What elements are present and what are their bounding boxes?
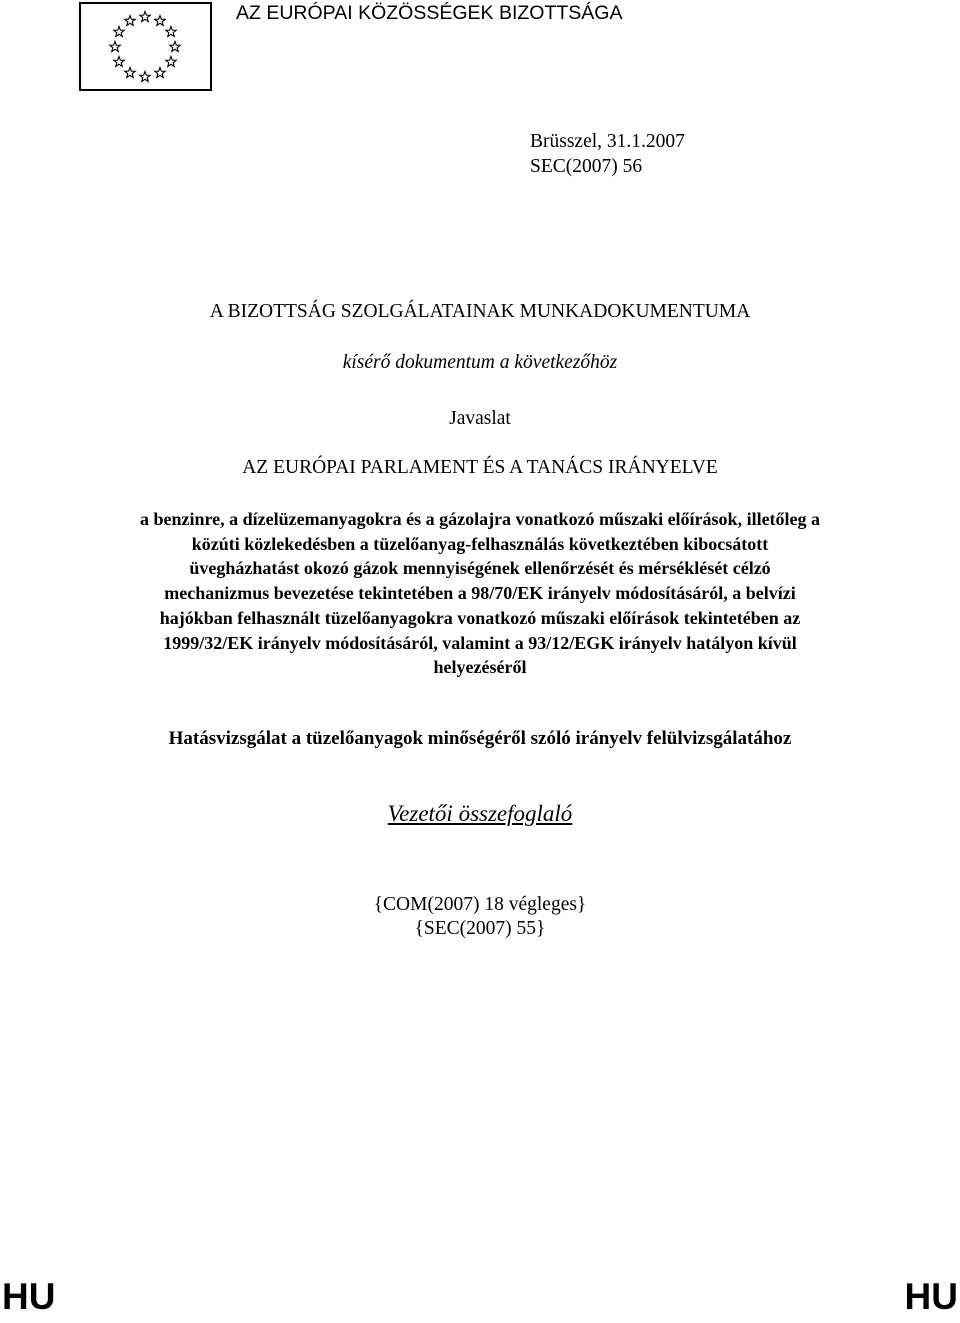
executive-summary-heading: Vezetői összefoglaló [387,801,573,826]
directive-subject [60,507,900,680]
star-icon [114,27,124,37]
eu-flag-stars-icon [81,4,210,89]
organization-name: AZ EURÓPAI KÖZÖSSÉGEK BIZOTTSÁGA [236,2,623,24]
star-icon [140,72,150,82]
star-icon [170,42,180,52]
subject-line: üvegházhatást okozó gázok mennyiségének ellenőrzését és mérséklését célzó [189,558,771,579]
document-type: A BIZOTTSÁG SZOLGÁLATAINAK MUNKADOKUMENTUMA [209,301,751,322]
language-code-right: HU [904,1276,958,1317]
proposal-label: Javaslat [449,408,511,429]
document-reference: SEC(2007) 56 [530,156,643,177]
place-and-date: Brüsszel, 31.1.2007 [530,131,685,152]
subject-line: hajókban felhasznált tüzelőanyagokra vonatkozó műszaki előírások tekintetében az [159,607,801,628]
language-code-left: HU [2,1276,56,1317]
subject-line: közúti közlekedésben a tüzelőanyag-felhasználás következtében kibocsátott [191,533,769,554]
star-icon [166,57,176,67]
related-reference-com: {COM(2007) 18 végleges} [373,894,587,915]
star-icon [140,12,150,22]
accompanying-note: kísérő dokumentum a következőhöz [342,352,618,373]
star-icon [155,67,165,77]
star-icon [125,16,135,26]
star-icon [110,42,120,52]
subject-line: mechanizmus bevezetése tekintetében a 98/70/EK irányelv módosításáról, a belvízi [164,583,796,604]
subject-line: helyezéséről [433,657,527,678]
star-icon [114,57,124,67]
impact-assessment-title: Hatásvizsgálat a tüzelőanyagok minőségéről szóló irányelv felülvizsgálatához [168,728,792,749]
star-icon [155,16,165,26]
subject-line: 1999/32/EK irányelv módosításáról, valamint a 93/12/EGK irányelv hatályon kívül [163,632,797,653]
directive-heading: AZ EURÓPAI PARLAMENT ÉS A TANÁCS IRÁNYELVE [242,457,718,478]
eu-flag-logo [79,2,212,91]
related-reference-sec: {SEC(2007) 55} [414,918,546,939]
star-icon [166,27,176,37]
star-icon [125,67,135,77]
subject-line: a benzinre, a dízelüzemanyagokra és a gázolajra vonatkozó műszaki előírások, illetőleg a [139,509,821,529]
